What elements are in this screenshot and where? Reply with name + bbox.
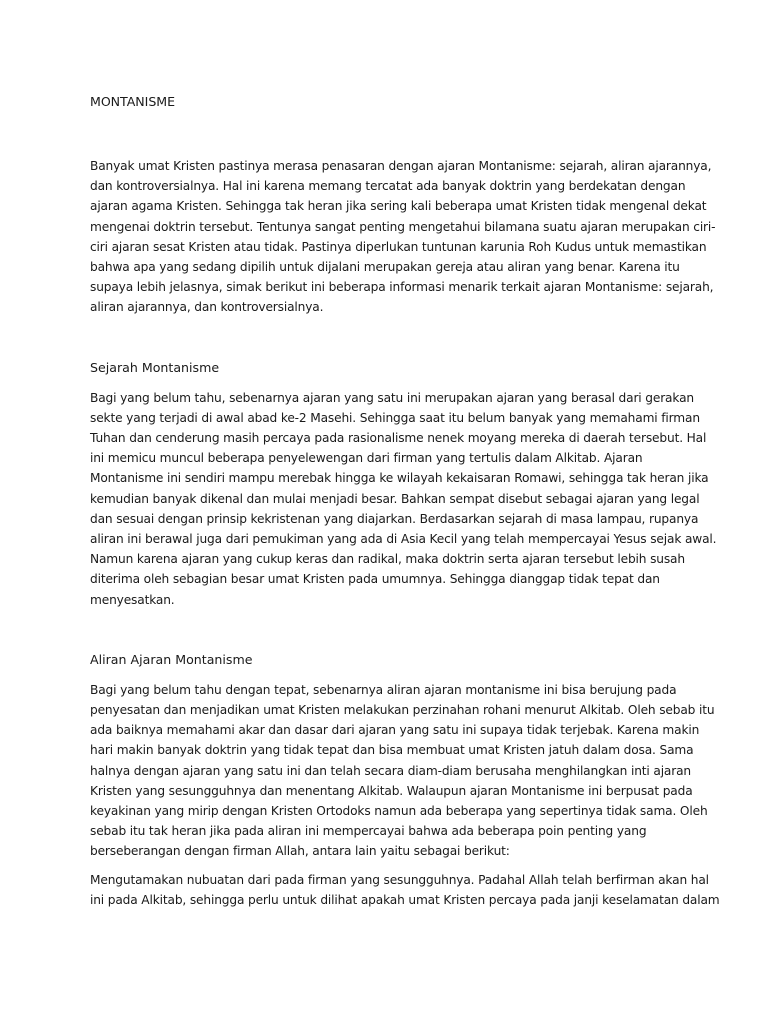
text-line: ada baiknya memahami akar dan dasar dari ajaran yang satu ini supaya tidak terjebak. Karena makin [90,723,700,738]
text-line: dan sesuai dengan prinsip kekristenan yang diajarkan. Berdasarkan sejarah di masa lampau, rupanya [90,511,699,526]
text-line: sebab itu tak heran jika pada aliran ini mempercayai bahwa ada beberapa poin penting yang [90,824,647,839]
sejarah-paragraph [90,388,717,610]
text-line: bahwa apa yang sedang dipilih untuk dijalani merupakan gereja atau aliran yang benar. Karena itu [90,260,680,275]
text-line: menyesatkan. [90,592,175,607]
text-line: hari makin banyak doktrin yang tidak tepat dan bisa membuat umat Kristen jatuh dalam dosa. Sama [90,743,694,758]
text-line: supaya lebih jelasnya, simak berikut ini beberapa informasi menarik terkait ajaran Montanisme: sejarah, [90,280,714,295]
text-line: aliran ini berawal juga dari pemukiman yang ada di Asia Kecil yang telah mempercayai Yesus sejak awal. [90,532,717,547]
text-line: Banyak umat Kristen pastinya merasa penasaran dengan ajaran Montanisme: sejarah, aliran ajarannya, [90,159,712,173]
document-title: MONTANISME [90,94,175,109]
text-line: ini pada Alkitab, sehingga perlu untuk dilihat apakah umat Kristen percaya pada janji keselamatan dalam [90,892,720,907]
text-line: Kristen yang sesungguhnya dan menentang Alkitab. Walaupun ajaran Montanisme ini berpusat pada [90,783,693,798]
text-line: dan kontroversialnya. Hal ini karena memang tercatat ada banyak doktrin yang berdekatan dengan [90,179,686,194]
document-page [90,92,720,910]
text-line: mengenai doktrin tersebut. Tentunya sangat penting mengetahui bilamana suatu ajaran merupakan ciri- [90,219,716,234]
text-line: penyesatan dan menjadikan umat Kristen melakukan perzinahan rohani menurut Alkitab. Oleh sebab itu [90,703,715,718]
text-line: Tuhan dan cenderung masih percaya pada rasionalisme nenek moyang mereka di daerah tersebut. Hal [90,431,707,446]
text-line: sekte yang terjadi di awal abad ke-2 Masehi. Sehingga saat itu belum banyak yang memahami firman [90,410,700,425]
text-line: Namun karena ajaran yang cukup keras dan radikal, maka doktrin serta ajaran tersebut lebih susah [90,552,685,567]
text-line: ini memicu muncul beberapa penyelewengan dari firman yang tertulis dalam Alkitab. Ajaran [90,451,643,466]
text-line: kemudian banyak dikenal dan mulai menjadi besar. Bahkan sempat disebut sebagai ajaran yang legal [90,491,700,506]
section-heading-aliran: Aliran Ajaran Montanisme [90,651,253,667]
text-line: diterima oleh sebagian besar umat Kristen pada umumnya. Sehingga dianggap tidak tepat dan [90,572,660,587]
text-line: halnya dengan ajaran yang satu ini dan telah secara diam-diam berusaha menghilangkan inti ajaran [90,763,691,778]
text-line: ciri ajaran sesat Kristen atau tidak. Pastinya diperlukan tuntunan karunia Roh Kudus untuk memastikan [90,239,707,254]
text-line: aliran ajarannya, dan kontroversialnya. [90,300,324,315]
text-line: Bagi yang belum tahu, sebenarnya ajaran yang satu ini merupakan ajaran yang berasal dari gerakan [90,390,694,405]
text-line: ajaran agama Kristen. Sehingga tak heran jika sering kali beberapa umat Kristen tidak mengenal dekat [90,199,707,214]
aliran-paragraph [90,680,715,862]
text-line: Montanisme ini sendiri mampu merebak hingga ke wilayah kekaisaran Romawi, sehingga tak heran jika [90,471,709,486]
text-line: Mengutamakan nubuatan dari pada firman yang sesungguhnya. Padahal Allah telah berfirman akan hal [90,872,709,887]
aliran-paragraph-2 [90,870,720,910]
section-heading-sejarah: Sejarah Montanisme [90,359,220,375]
text-line: berseberangan dengan firman Allah, antara lain yaitu sebagai berikut: [90,844,510,859]
text-line: Bagi yang belum tahu dengan tepat, sebenarnya aliran ajaran montanisme ini bisa berujung pada [90,682,677,697]
text-line: keyakinan yang mirip dengan Kristen Ortodoks namun ada beberapa yang sepertinya tidak sama. Oleh [90,804,708,819]
intro-paragraph [90,156,716,318]
